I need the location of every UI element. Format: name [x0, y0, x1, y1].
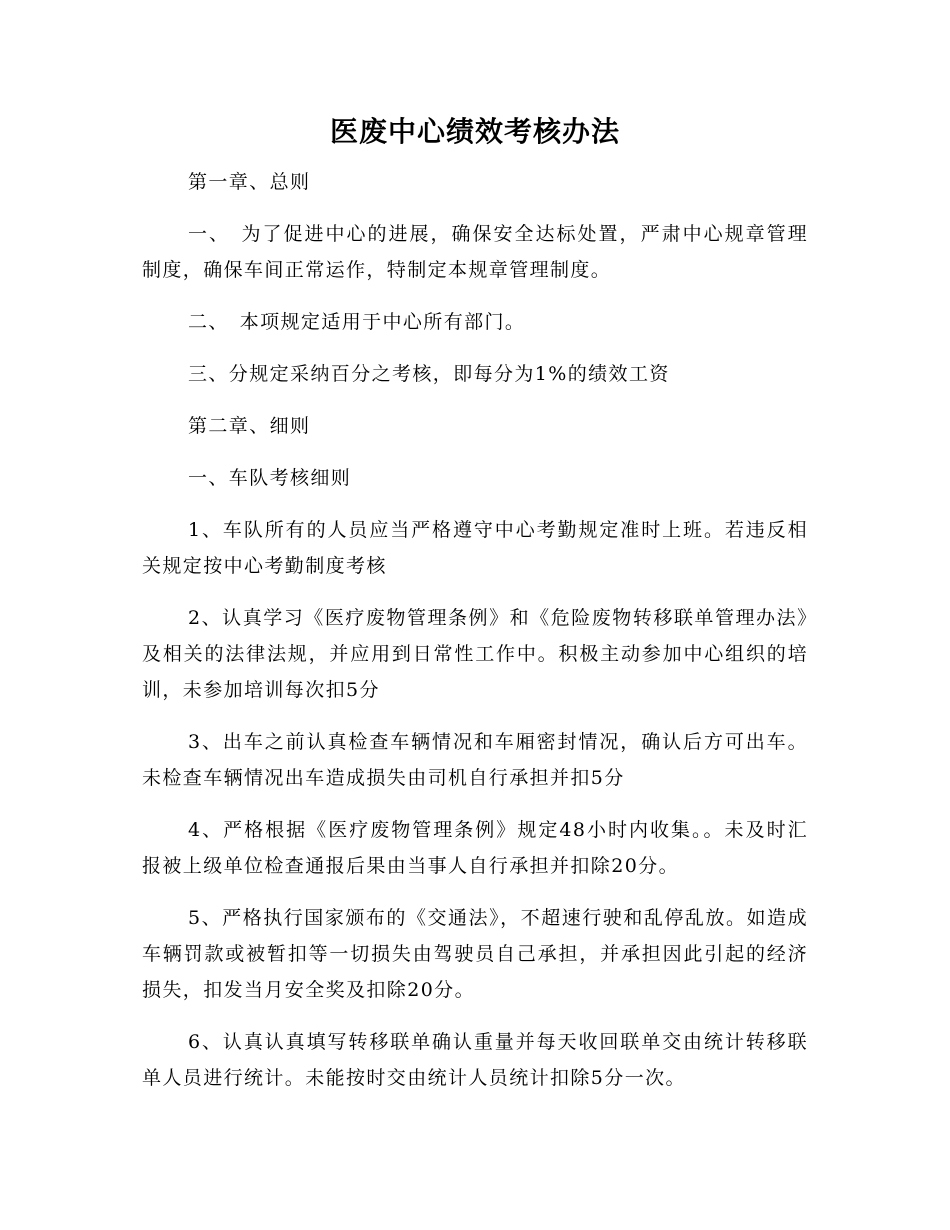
chapter-heading-details: 第二章、细则: [188, 415, 311, 437]
rule-item-1: 1、车队所有的人员应当严格遵守中心考勤规定准时上班。若违反相关规定按中心考勤制度考核: [142, 519, 808, 577]
document-body: [142, 164, 808, 1112]
chapter-heading-general: 第一章、总则: [188, 171, 311, 193]
rule-item-4: 4、严格根据《医疗废物管理条例》规定48小时内收集。。未及时汇报被上级单位检查通报后果由当事人自行承担并扣除20分。: [142, 819, 808, 877]
paragraph-scope: 二、 本项规定适用于中心所有部门。: [188, 311, 526, 333]
paragraph-scoring: 三、分规定采纳百分之考核，即每分为1%的绩效工资: [188, 363, 670, 385]
rule-item-3: 3、出车之前认真检查车辆情况和车厢密封情况，确认后方可出车。未检查车辆情况出车造成损失由司机自行承担并扣5分: [142, 731, 808, 789]
document-title: 医废中心绩效考核办法: [329, 115, 620, 148]
paragraph-purpose: 一、 为了促进中心的进展，确保安全达标处置，严肃中心规章管理制度，确保车间正常运作，特制定本规章管理制度。: [142, 223, 808, 281]
rule-item-6: 6、认真认真填写转移联单确认重量并每天收回联单交由统计转移联单人员进行统计。未能按时交由统计人员统计扣除5分一次。: [142, 1031, 808, 1089]
section-heading-fleet: 一、车队考核细则: [188, 467, 352, 489]
rule-item-5: 5、严格执行国家颁布的《交通法》，不超速行驶和乱停乱放。如造成车辆罚款或被暂扣等一切损失由驾驶员自己承担，并承担因此引起的经济损失，扣发当月安全奖及扣除20分。: [142, 907, 808, 1001]
rule-item-2: 2、认真学习《医疗废物管理条例》和《危险废物转移联单管理办法》及相关的法律法规，并应用到日常性工作中。积极主动参加中心组织的培训，未参加培训每次扣5分: [142, 607, 808, 701]
